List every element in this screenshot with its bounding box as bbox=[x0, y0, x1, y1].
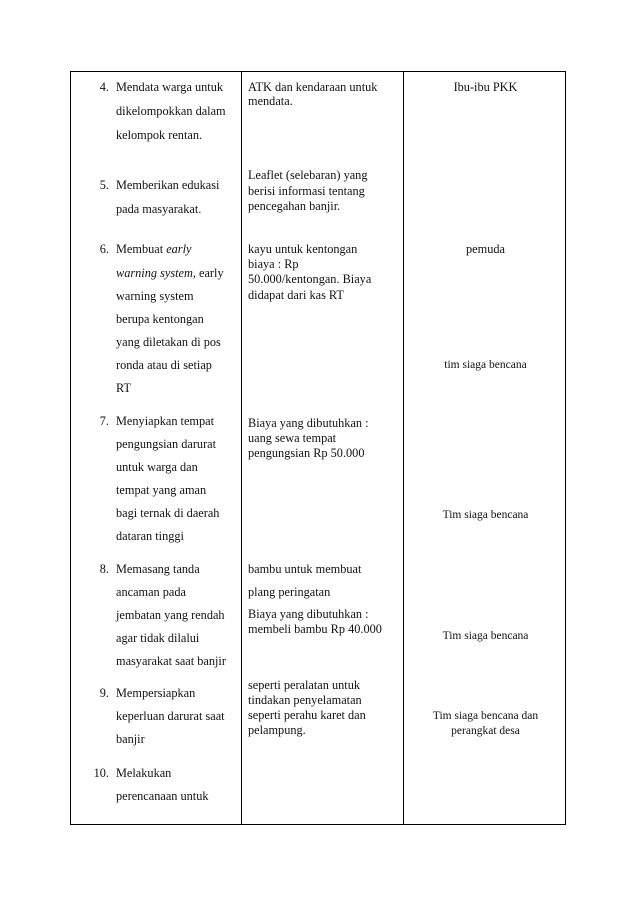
resource-line: bambu untuk membuat bbox=[248, 562, 362, 576]
resource-line: Leaflet (selebaran) yang bbox=[248, 168, 368, 182]
row-number: 10. bbox=[93, 766, 109, 780]
resource-line: berisi informasi tentang bbox=[248, 184, 365, 198]
activity-line: banjir bbox=[116, 732, 145, 746]
row-number: 4. bbox=[99, 80, 109, 94]
resource-line: didapat dari kas RT bbox=[248, 288, 344, 302]
resource-line: Biaya yang dibutuhkan : bbox=[248, 416, 369, 430]
resource-line: ATK dan kendaraan untuk bbox=[248, 80, 378, 94]
activity-line: Mendata warga untuk bbox=[116, 80, 223, 94]
column-divider bbox=[241, 72, 242, 824]
activity-line: Menyiapkan tempat bbox=[116, 414, 215, 428]
row-number: 7. bbox=[99, 414, 109, 428]
activity-line: RT bbox=[116, 381, 131, 395]
resource-line: seperti perahu karet dan bbox=[248, 708, 366, 722]
responsible-line: perangkat desa bbox=[451, 725, 520, 737]
responsible-line: Tim siaga bencana dan bbox=[432, 710, 539, 722]
resource-line: uang sewa tempat bbox=[248, 431, 337, 445]
activity-line: Mempersiapkan bbox=[116, 686, 196, 700]
activity-line: perencanaan untuk bbox=[116, 789, 209, 803]
activity-line: pengungsian darurat bbox=[116, 437, 217, 451]
activity-line: bagi ternak di daerah bbox=[116, 506, 220, 520]
activity-line: untuk warga dan bbox=[116, 460, 198, 474]
responsible-line: pemuda bbox=[466, 242, 505, 256]
resource-line: seperti peralatan untuk bbox=[248, 678, 360, 692]
activity-line: masyarakat saat banjir bbox=[116, 654, 226, 668]
row-number: 5. bbox=[99, 178, 109, 192]
activity-line: agar tidak dilalui bbox=[116, 631, 200, 645]
resource-line: plang peringatan bbox=[248, 585, 331, 599]
resource-line: pengungsian Rp 50.000 bbox=[248, 446, 365, 460]
resource-line: biaya : Rp bbox=[248, 257, 299, 271]
resource-line: tindakan penyelamatan bbox=[248, 693, 362, 707]
responsible-line: Tim siaga bencana bbox=[442, 630, 529, 642]
resource-line: kayu untuk kentongan bbox=[248, 242, 358, 256]
activity-table bbox=[70, 71, 566, 825]
responsible-line: tim siaga bencana bbox=[444, 359, 527, 371]
activity-line: keperluan darurat saat bbox=[116, 709, 225, 723]
row-number: 6. bbox=[99, 242, 109, 256]
responsible-line: Tim siaga bencana bbox=[442, 509, 529, 521]
row-number: 9. bbox=[99, 686, 109, 700]
activity-line: ancaman pada bbox=[116, 585, 186, 599]
resource-line: Biaya yang dibutuhkan : bbox=[248, 607, 369, 621]
activity-line: dikelompokkan dalam bbox=[116, 104, 226, 118]
activity-line: berupa kentongan bbox=[116, 312, 204, 326]
activity-line: ronda atau di setiap bbox=[116, 358, 212, 372]
activity-line: Memasang tanda bbox=[116, 562, 200, 576]
resource-line: pelampung. bbox=[248, 723, 306, 737]
activity-line: yang diletakan di pos bbox=[116, 335, 221, 349]
activity-line: jembatan yang rendah bbox=[116, 608, 225, 622]
activity-line: Melakukan bbox=[116, 766, 172, 780]
responsible-line: Ibu-ibu PKK bbox=[453, 80, 518, 94]
activity-line: pada masyarakat. bbox=[116, 202, 202, 216]
activity-line: Memberikan edukasi bbox=[116, 178, 220, 192]
activity-line: warning system, early bbox=[116, 266, 224, 280]
resource-line: pencegahan banjir. bbox=[248, 199, 341, 213]
resource-line: mendata. bbox=[248, 94, 293, 108]
activity-line: kelompok rentan. bbox=[116, 128, 203, 142]
row-number: 8. bbox=[99, 562, 109, 576]
activity-line: warning system bbox=[116, 289, 194, 303]
activity-line: tempat yang aman bbox=[116, 483, 207, 497]
activity-line: dataran tinggi bbox=[116, 529, 184, 543]
activity-line: Membuat early bbox=[116, 242, 192, 256]
resource-line: 50.000/kentongan. Biaya bbox=[248, 272, 372, 286]
resource-line: membeli bambu Rp 40.000 bbox=[248, 622, 382, 636]
